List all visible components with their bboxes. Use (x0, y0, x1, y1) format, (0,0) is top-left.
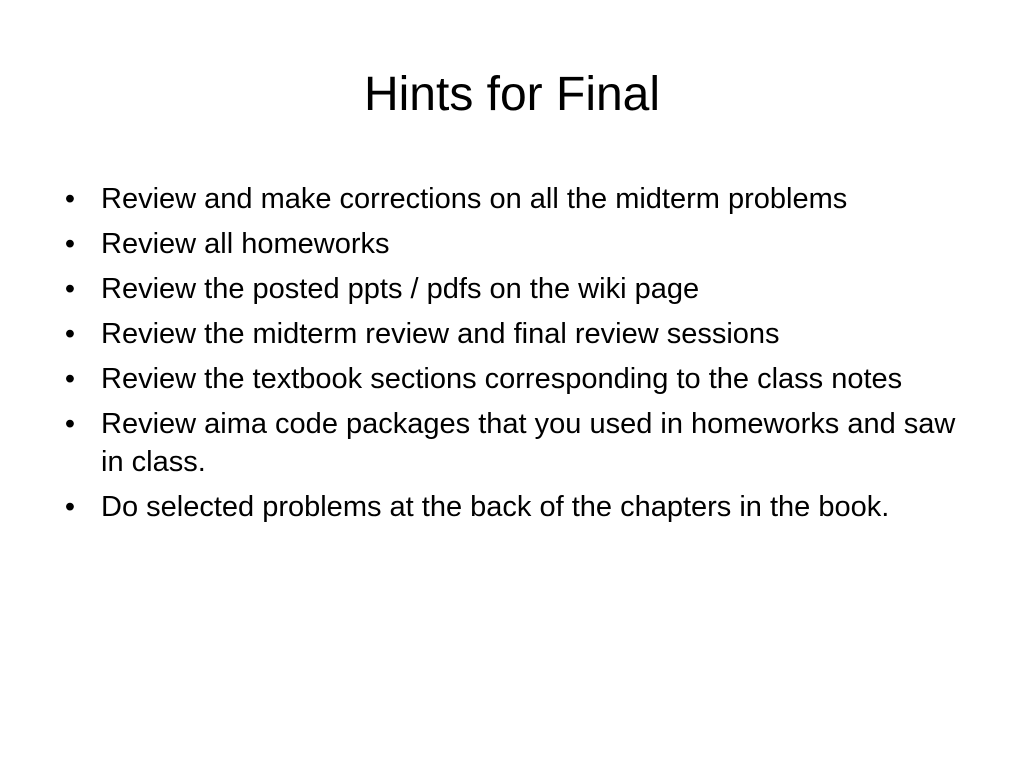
bullet-list (60, 180, 980, 533)
bullet-dot-icon: • (64, 491, 76, 523)
bullet-dot-icon: • (64, 363, 76, 395)
bullet-text: Do selected problems at the back of the chapters in the book. (101, 491, 890, 523)
slide-title: Hints for Final (363, 68, 661, 121)
bullet-dot-icon: • (64, 228, 76, 260)
bullet-item (60, 315, 980, 353)
bullet-dot-icon: • (64, 183, 76, 215)
bullet-text: Review the posted ppts / pdfs on the wiki page (101, 273, 700, 305)
bullet-item (60, 225, 980, 263)
bullet-text: Review the midterm review and final review sessions (101, 318, 780, 350)
bullet-text: Review and make corrections on all the midterm problems (101, 183, 848, 215)
bullet-dot-icon: • (64, 408, 76, 440)
bullet-item (60, 360, 980, 398)
bullet-item (60, 180, 980, 218)
bullet-item (60, 405, 980, 481)
bullet-item (60, 488, 980, 526)
bullet-text: Review the textbook sections corresponding to the class notes (101, 363, 903, 395)
bullet-dot-icon: • (64, 273, 76, 305)
bullet-text: Review aima code packages that you used in homeworks and saw in class. (101, 408, 956, 478)
bullet-dot-icon: • (64, 318, 76, 350)
bullet-item (60, 270, 980, 308)
bullet-text: Review all homeworks (101, 228, 390, 260)
